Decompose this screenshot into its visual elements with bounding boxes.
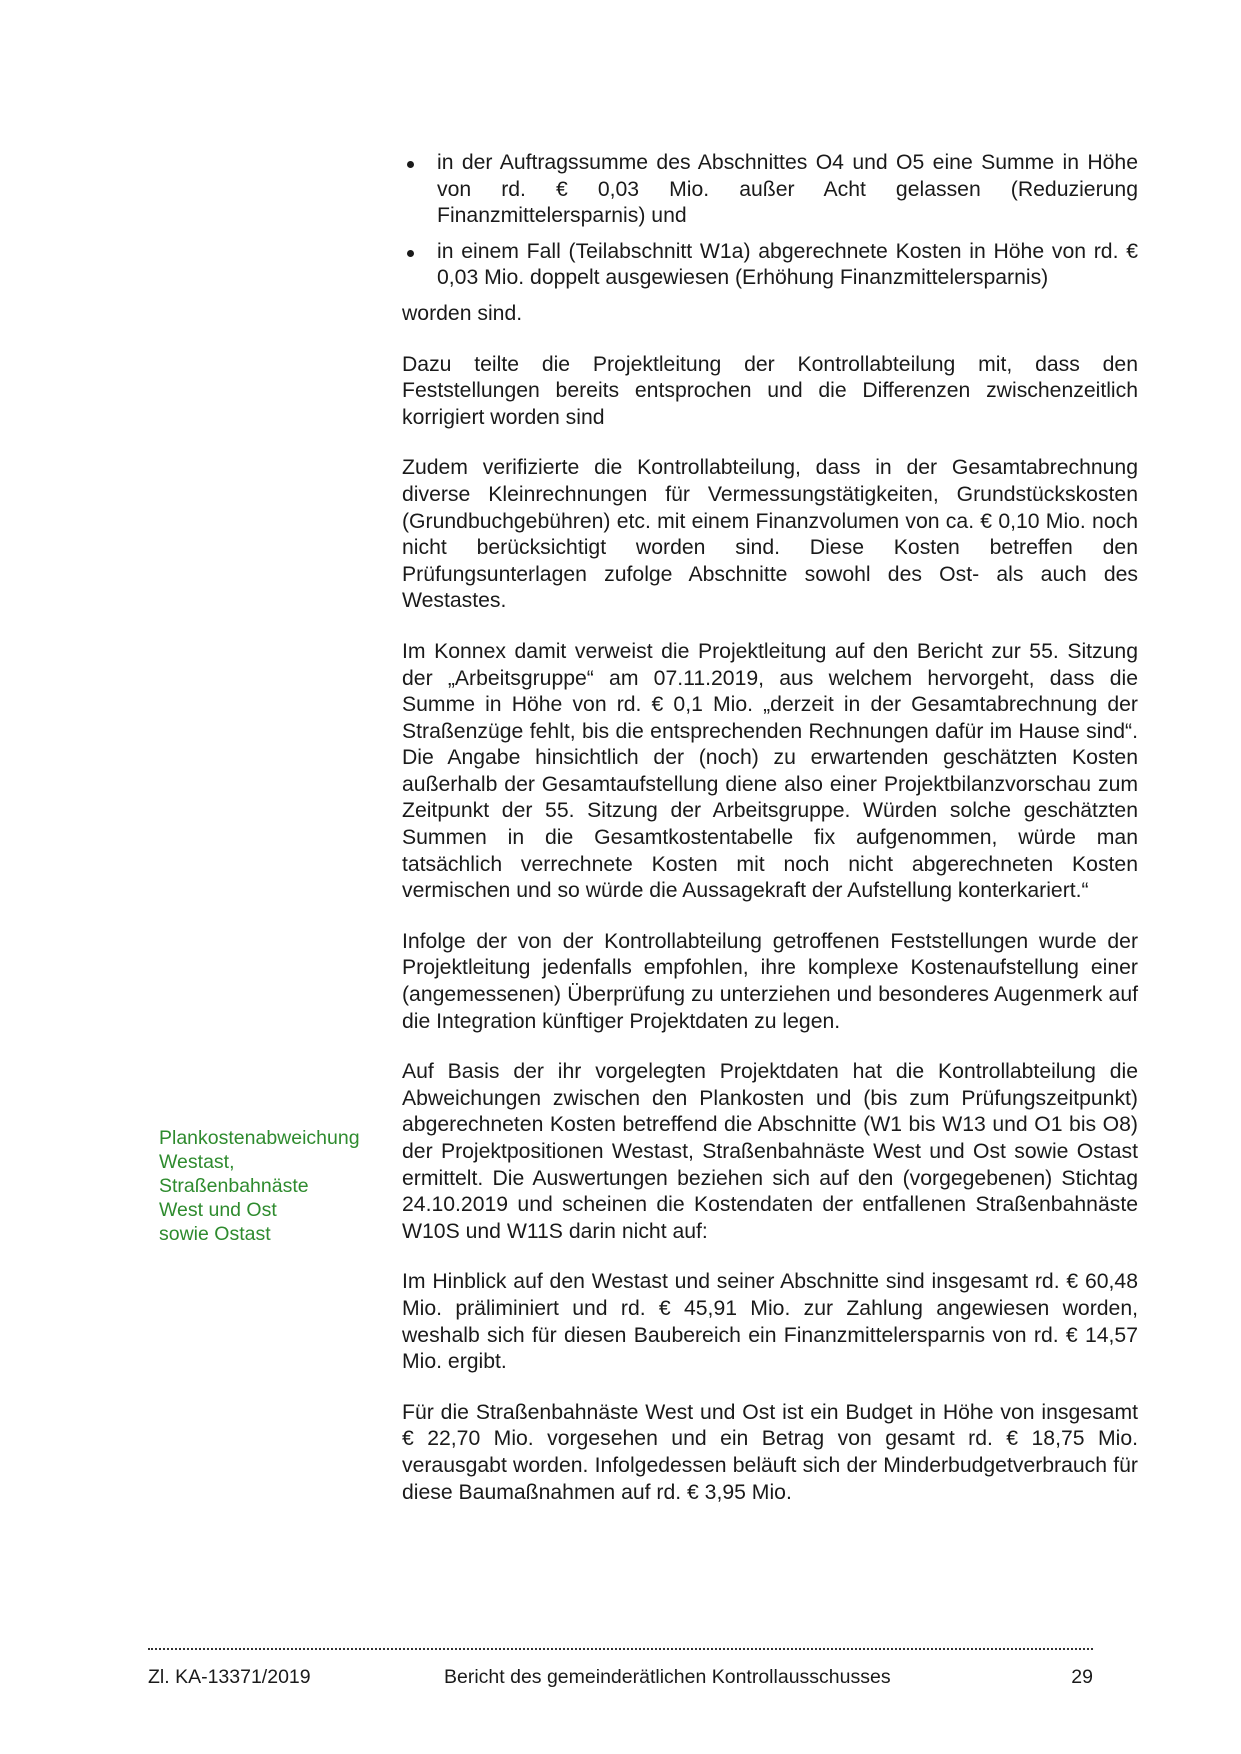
footer-divider xyxy=(148,1648,1093,1650)
paragraph: Auf Basis der ihr vorgelegten Projektdaten hat die Kontrollabteilung die Abweichungen zwischen den Plankosten und (bis zum Prüfungszeitpunkt) abgerechneten Kosten betreffend die Abschnitte (W1 bis W13 und O1 bis O8) der Projektpositionen Westast, Straßenbahnäste West und Ost sowie Ostast ermittelt. Die Auswertungen beziehen sich auf den (vorgegebenen) Stichtag 24.10.2019 und scheinen die Kostendaten der entfallenen Straßenbahnäste W10S und W11S darin nicht auf: xyxy=(402,1060,1138,1243)
margin-heading-line: Straßenbahnäste xyxy=(159,1175,309,1197)
bullet-list xyxy=(402,150,1138,292)
bullet-dot-icon xyxy=(407,250,414,257)
paragraph: Zudem verifizierte die Kontrollabteilung, dass in der Gesamtabrechnung diverse Kleinrechnungen für Vermessungstätigkeiten, Grundstückskosten (Grundbuchgebühren) etc. mit einem Finanzvolumen von ca. € 0,10 Mio. noch nicht berücksichtigt worden sind. Diese Kosten betreffen den Prüfungsunterlagen zufolge Abschnitte sowohl des Ost- als auch des Westastes. xyxy=(402,456,1138,613)
margin-heading-line: Plankostenabweichung xyxy=(159,1127,360,1149)
paragraph: Dazu teilte die Projektleitung der Kontrollabteilung mit, dass den Feststellungen bereits entsprochen und die Differenzen zwischenzeitlich korrigiert worden sind xyxy=(402,352,1138,429)
bullet-text: in einem Fall (Teilabschnitt W1a) abgerechnete Kosten in Höhe von rd. € 0,03 Mio. doppelt ausgewiesen (Erhöhung Finanzmittelersparnis) xyxy=(437,239,1138,290)
paragraph: Für die Straßenbahnäste West und Ost ist ein Budget in Höhe von insgesamt € 22,70 Mio. vorgesehen und ein Betrag von gesamt rd. € 18,75 Mio. verausgabt worden. Infolgedessen beläuft sich der Minderbudgetverbrauch für diese Baumaßnahmen auf rd. € 3,95 Mio. xyxy=(402,1400,1138,1504)
bullet-text: in der Auftragssumme des Abschnittes O4 und O5 eine Summe in Höhe von rd. € 0,03 Mio. außer Acht gelassen (Reduzierung Finanzmittelersparnis) und xyxy=(437,151,1138,228)
main-text-column xyxy=(402,150,1138,1506)
paragraph: Im Konnex damit verweist die Projektleitung auf den Bericht zur 55. Sitzung der „Arbeitsgruppe“ am 07.11.2019, aus welchem hervorgeht, dass die Summe in Höhe von rd. € 0,1 Mio. „derzeit in der Gesamtabrechnung der Straßenzüge fehlt, bis die entsprechenden Rechnungen dafür im Hause sind“. Die Angabe hinsichtlich der (noch) zu erwartenden geschätzten Kosten außerhalb der Gesamtaufstellung diene also einer Projektbilanzvorschau zum Zeitpunkt der 55. Sitzung der Arbeitsgruppe. Würden solche geschätzten Summen in die Gesamtkostentabelle fix aufgenommen, würde man tatsächlich verrechnete Kosten mit noch nicht abgerechneten Kosten vermischen und so würde die Aussagekraft der Aufstellung konterkariert.“ xyxy=(402,639,1138,903)
margin-heading xyxy=(159,1126,389,1246)
margin-heading-line: West und Ost xyxy=(159,1199,277,1221)
bullet-item xyxy=(402,150,1138,230)
paragraph: Infolge der von der Kontrollabteilung getroffenen Feststellungen wurde der Projektleitung jedenfalls empfohlen, ihre komplexe Kostenaufstellung einer (angemessenen) Überprüfung zu unterziehen und besonderes Augenmerk auf die Integration künftiger Projektdaten zu legen. xyxy=(402,929,1138,1033)
bullet-item xyxy=(402,239,1138,292)
margin-heading-line: Westast, xyxy=(159,1151,235,1173)
margin-heading-line: sowie Ostast xyxy=(159,1223,271,1245)
list-closing-text: worden sind. xyxy=(402,301,523,325)
page-number: 29 xyxy=(1071,1666,1093,1688)
bullet-dot-icon xyxy=(407,161,414,168)
footer-reference: Zl. KA-13371/2019 xyxy=(148,1666,311,1688)
page-footer xyxy=(148,1665,1093,1691)
paragraph: Im Hinblick auf den Westast und seiner Abschnitte sind insgesamt rd. € 60,48 Mio. präliminiert und rd. € 45,91 Mio. zur Zahlung angewiesen worden, weshalb sich für diesen Baubereich ein Finanzmittelersparnis von rd. € 14,57 Mio. ergibt. xyxy=(402,1270,1138,1374)
footer-title: Bericht des gemeinderätlichen Kontrollausschusses xyxy=(444,1666,891,1688)
